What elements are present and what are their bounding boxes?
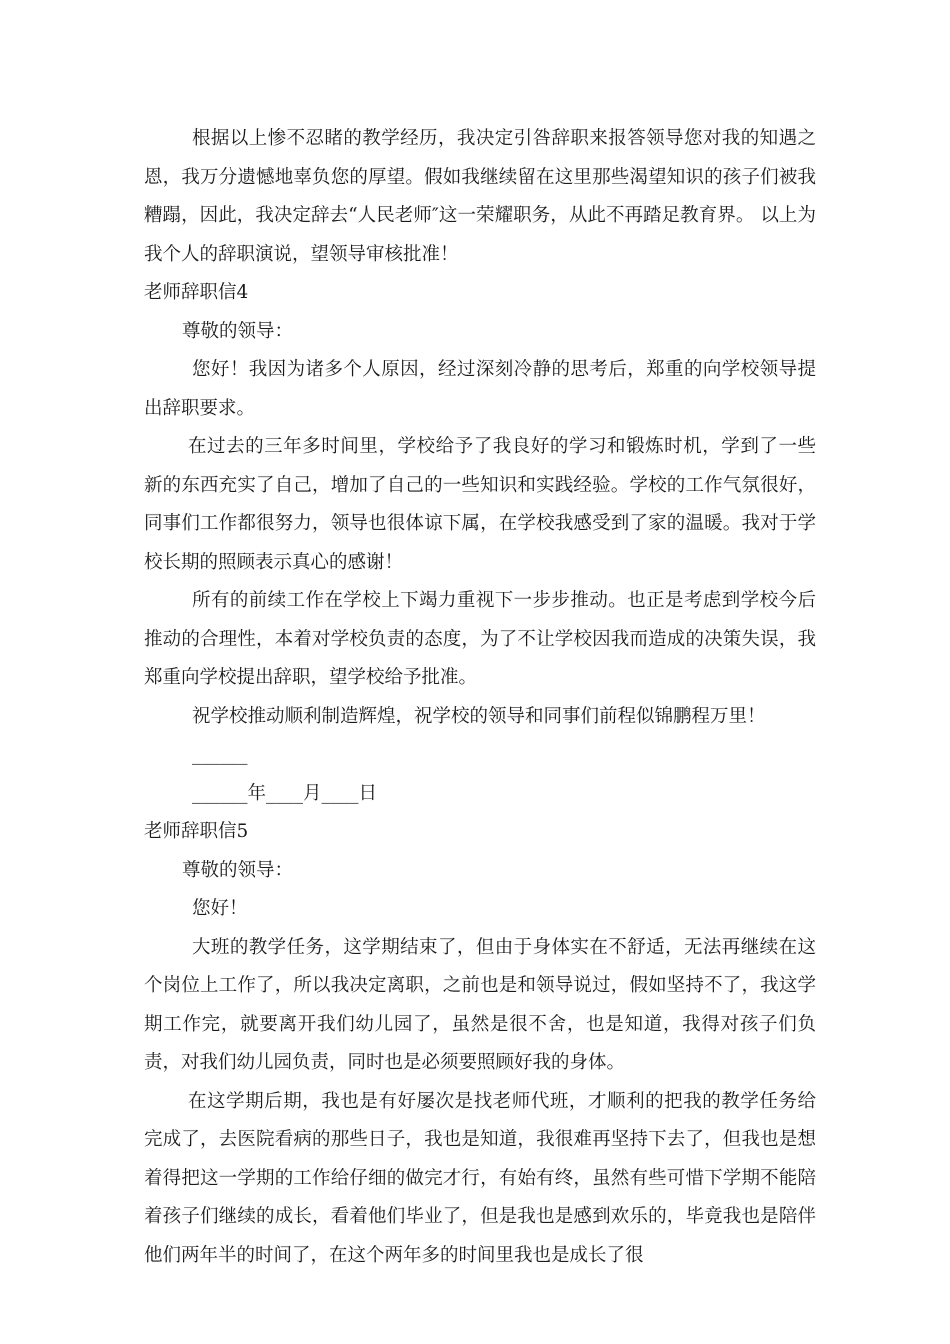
letter-4-body-1: 在过去的三年多时间里，学校给予了我良好的学习和锻炼时机，学到了一些新的东西充实了自己，增加了自己的一些知识和实践经验。学校的工作气氛很好，同事们工作都很努力，领导也很体谅下属，在学校我感受到了家的温暖。我对于学校长期的照顾表示真心的感谢！ [144,436,816,573]
letter-4-body-2: 所有的前续工作在学校上下竭力重视下一步步推动。也正是考虑到学校今后推动的合理性，本着对学校负责的态度，为了不让学校因我而造成的决策失误，我郑重向学校提出辞职，望学校给予批准。 [144,590,816,688]
letter-4-greeting: 您好！我因为诸多个人原因，经过深刻冷静的思考后，郑重的向学校领导提出辞职要求。 [144,359,816,419]
letter-4-signature: ______ [192,744,248,765]
letter-5-salutation: 尊敬的领导： [182,859,294,881]
letter-5-greeting: 您好！ [192,898,248,919]
paragraph-resignation-conclusion: 根据以上惨不忍睹的教学经历，我决定引咎辞职来报答领导您对我的知遇之恩，我万分遗憾地辜负您的厚望。假如我继续留在这里那些渴望知识的孩子们被我糟蹋，因此，我决定辞去“人民老师″这一荣耀职务，从此不再踏足教育界。 以上为我个人的辞职演说，望领导审核批准！ [144,128,816,265]
letter-4-wish: 祝学校推动顺利制造辉煌，祝学校的领导和同事们前程似锦鹏程万里！ [192,705,766,727]
letter-5-body-2: 在这学期后期，我也是有好屡次是找老师代班，才顺利的把我的教学任务给完成了，去医院看病的那些日子，我也是知道，我很难再坚持下去了，但我也是想着得把这一学期的工作给仔细的做完才行，有始有终，虽然有些可惜下学期不能陪着孩子们继续的成长，看着他们毕业了，但是我也是感到欢乐的，毕竟我也是陪伴他们两年半的时间了，在这个两年多的时间里我也是成长了很 [144,1090,816,1266]
letter-4-salutation: 尊敬的领导： [182,320,294,342]
letter-5-body-1: 大班的教学任务，这学期结束了，但由于身体实在不舒适，无法再继续在这个岗位上工作了，所以我决定离职，之前也是和领导说过，假如坚持不了，我这学期工作完，就要离开我们幼儿园了，虽然是很不舍，也是知道，我得对孩子们负责，对我们幼儿园负责，同时也是必须要照顾好我的身体。 [144,936,816,1073]
letter-5-title: 老师辞职信5 [144,821,249,842]
letter-4-title: 老师辞职信4 [144,282,249,303]
document-body [144,120,816,1275]
letter-4-date: ______年____月____日 [192,782,378,804]
